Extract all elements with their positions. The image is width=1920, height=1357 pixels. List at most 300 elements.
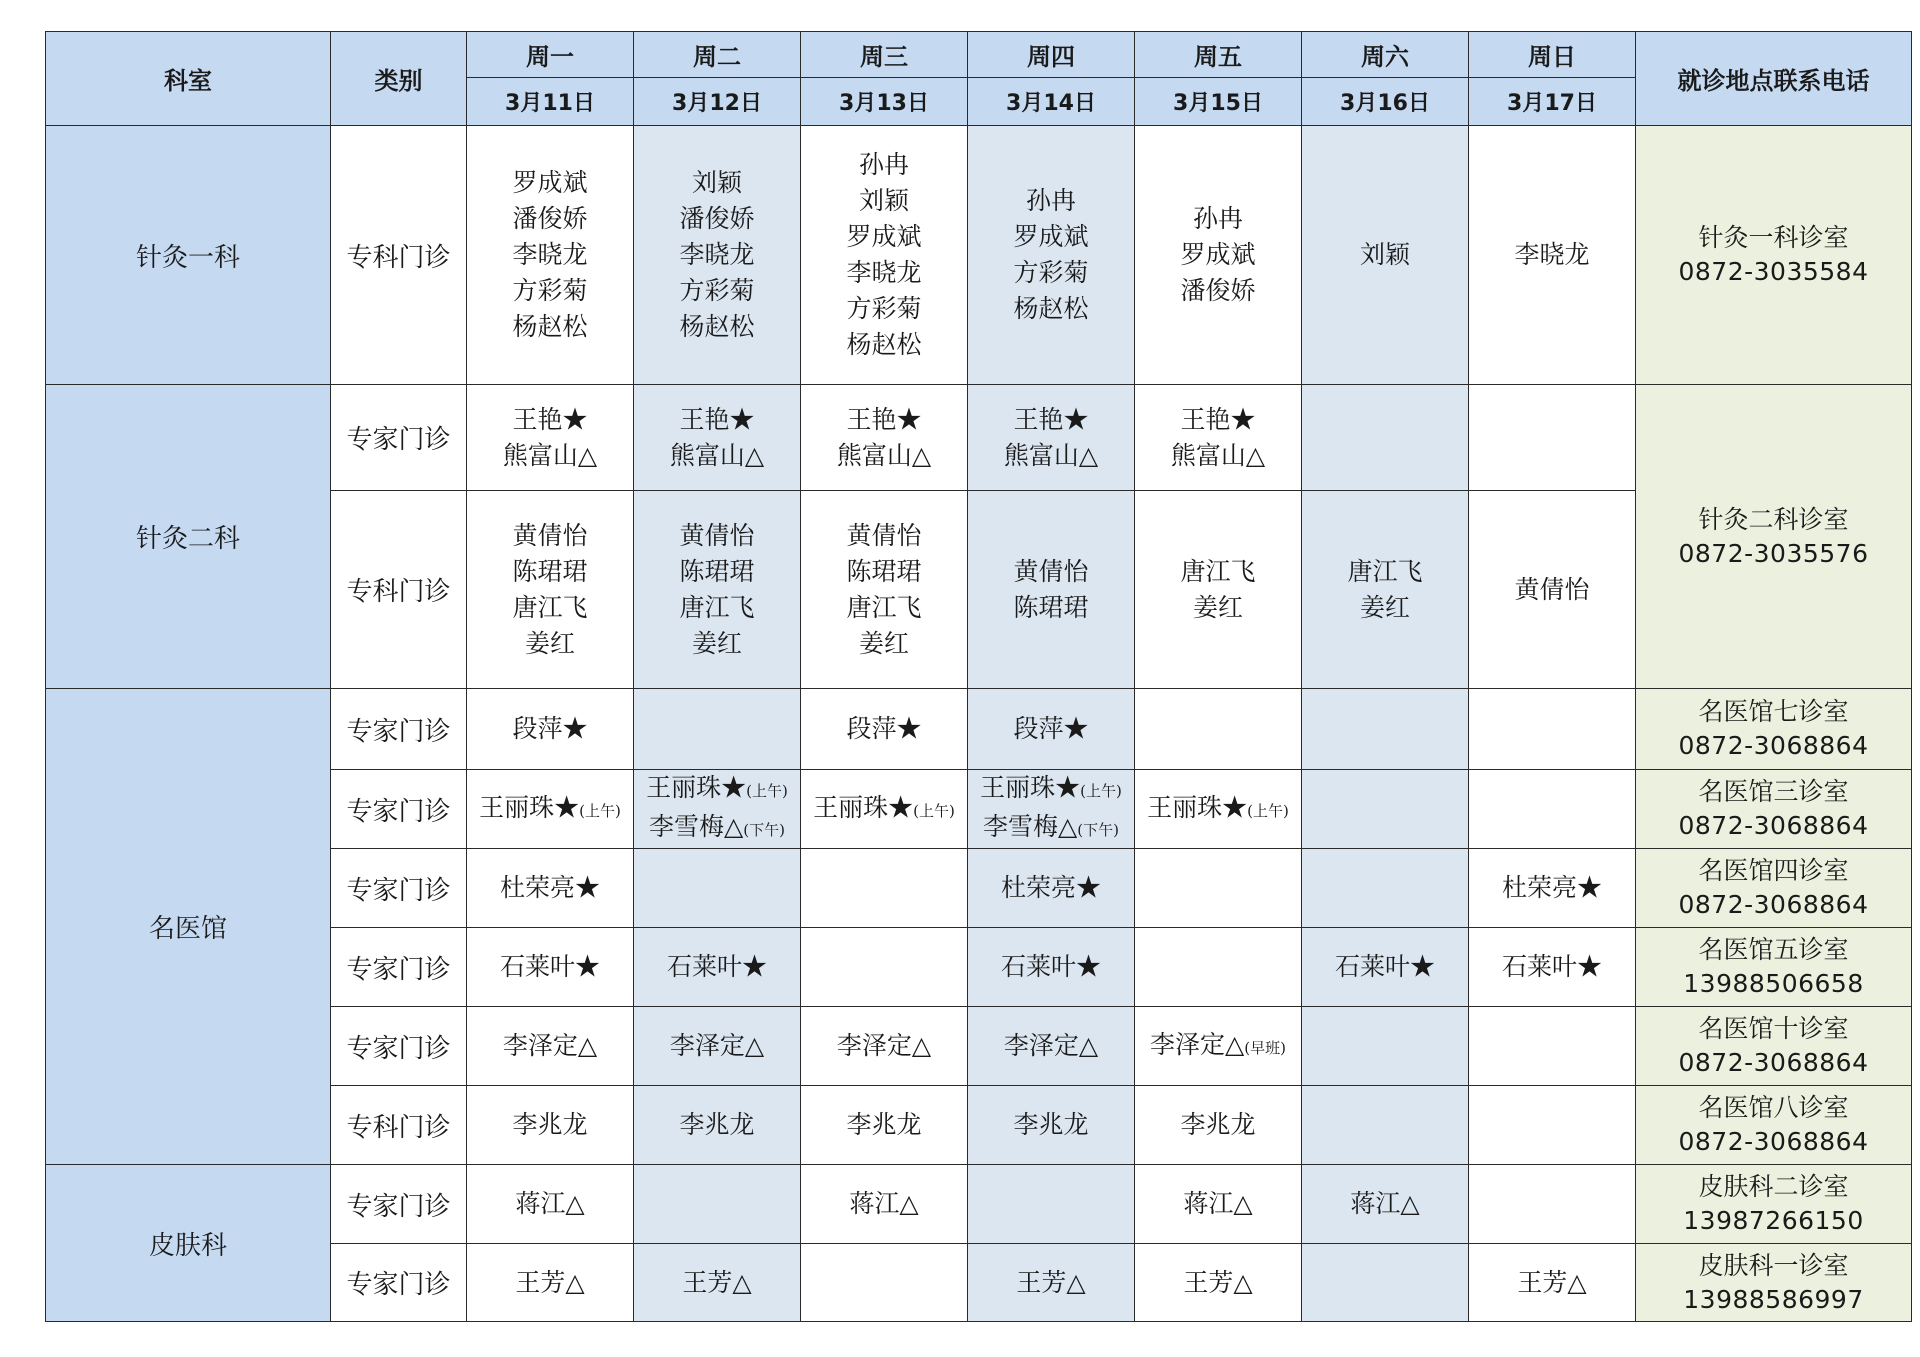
schedule-cell <box>968 1244 1135 1322</box>
contact-phone: 0872-3035576 <box>1678 538 1869 568</box>
schedule-cell <box>1302 1007 1469 1086</box>
schedule-cell <box>1302 689 1469 770</box>
header-weekday: 周四 <box>968 32 1135 78</box>
schedule-cell <box>1135 385 1302 491</box>
schedule-cell <box>801 770 968 849</box>
schedule-cell <box>1469 1244 1636 1322</box>
schedule-cell <box>1302 849 1469 928</box>
doctor-name: 刘颖 <box>691 168 742 197</box>
doctor-entry <box>634 237 800 273</box>
doctor-entry <box>634 201 800 237</box>
doctor-entry <box>801 590 967 626</box>
schedule-cell <box>801 1086 968 1165</box>
doctor-name: 王艳★ <box>1180 404 1256 434</box>
doctor-name: 刘颖 <box>858 186 909 215</box>
schedule-cell <box>801 1165 968 1244</box>
doctor-entry <box>467 237 633 273</box>
doctor-entry <box>1469 572 1635 608</box>
doctor-entry <box>968 402 1134 438</box>
schedule-cell <box>1469 770 1636 849</box>
clinic-room: 名医馆三诊室 <box>1698 777 1849 806</box>
doctor-entry <box>467 870 633 906</box>
doctor-name: 王芳△ <box>682 1267 752 1297</box>
doctor-entry <box>634 809 800 848</box>
department-name: 针灸二科 <box>46 385 331 689</box>
location-contact <box>1636 928 1912 1007</box>
doctor-name: 陈珺珺 <box>679 556 755 586</box>
doctor-name: 李泽定△ <box>669 1031 765 1060</box>
doctor-name: 李泽定△ <box>1150 1029 1245 1059</box>
schedule-cell <box>634 689 801 770</box>
doctor-entry <box>1135 1186 1301 1222</box>
contact-phone: 0872-3068864 <box>1678 1048 1869 1077</box>
schedule-cell <box>968 849 1135 928</box>
shift-note: (上午) <box>579 801 621 820</box>
doctor-name: 唐江飞 <box>1180 556 1256 586</box>
schedule-cell <box>968 770 1135 849</box>
doctor-entry <box>1135 402 1301 438</box>
schedule-row <box>46 385 1912 491</box>
doctor-entry <box>1302 554 1468 590</box>
header-category: 类别 <box>331 32 467 126</box>
schedule-cell <box>634 126 801 385</box>
schedule-cell <box>467 849 634 928</box>
schedule-cell <box>467 689 634 770</box>
doctor-entry <box>968 949 1134 985</box>
doctor-name: 熊富山△ <box>836 440 932 470</box>
doctor-name: 杨赵松 <box>1013 294 1089 323</box>
doctor-entry <box>1135 554 1301 590</box>
doctor-entry <box>801 255 967 291</box>
doctor-name: 唐江飞 <box>512 592 588 622</box>
schedule-cell <box>801 1007 968 1086</box>
clinic-category: 专家门诊 <box>331 1165 467 1244</box>
schedule-cell <box>801 689 968 770</box>
header-date: 3月17日 <box>1469 78 1636 126</box>
schedule-cell <box>467 126 634 385</box>
doctor-name: 罗成斌 <box>1013 222 1089 251</box>
schedule-cell <box>1135 1086 1302 1165</box>
schedule-cell <box>1469 849 1636 928</box>
doctor-entry <box>467 518 633 554</box>
clinic-room: 针灸二科诊室 <box>1698 504 1849 534</box>
clinic-category: 专家门诊 <box>331 928 467 1007</box>
clinic-category: 专家门诊 <box>331 385 467 491</box>
doctor-name: 熊富山△ <box>1003 440 1099 470</box>
doctor-entry <box>801 1186 967 1222</box>
contact-phone: 0872-3068864 <box>1678 890 1869 919</box>
location-contact <box>1636 1007 1912 1086</box>
doctor-name: 段萍★ <box>1013 714 1089 743</box>
doctor-entry <box>467 790 633 829</box>
doctor-entry <box>467 590 633 626</box>
header-date: 3月16日 <box>1302 78 1469 126</box>
schedule-cell <box>801 126 968 385</box>
doctor-entry <box>968 1028 1134 1064</box>
doctor-name: 杨赵松 <box>846 330 922 359</box>
schedule-cell <box>1135 1007 1302 1086</box>
doctor-entry <box>968 770 1134 809</box>
doctor-name: 黄倩怡 <box>846 520 922 550</box>
header-date: 3月12日 <box>634 78 801 126</box>
schedule-table <box>45 31 1912 1322</box>
schedule-cell <box>634 770 801 849</box>
schedule-row <box>46 1165 1912 1244</box>
doctor-entry <box>1302 1186 1468 1222</box>
doctor-name: 杨赵松 <box>679 312 755 341</box>
doctor-entry <box>968 1107 1134 1143</box>
schedule-cell <box>968 689 1135 770</box>
doctor-entry <box>801 790 967 829</box>
doctor-name: 陈珺珺 <box>1013 592 1089 622</box>
doctor-name: 姜红 <box>1192 592 1243 622</box>
doctor-name: 姜红 <box>1359 592 1410 622</box>
contact-phone: 0872-3068864 <box>1678 811 1869 840</box>
schedule-cell <box>1302 1086 1469 1165</box>
doctor-entry <box>968 183 1134 219</box>
clinic-room: 皮肤科二诊室 <box>1698 1172 1849 1201</box>
doctor-entry <box>1135 1265 1301 1301</box>
contact-phone: 13987266150 <box>1683 1206 1864 1235</box>
header-weekday: 周六 <box>1302 32 1469 78</box>
schedule-cell <box>1469 385 1636 491</box>
doctor-entry <box>801 626 967 662</box>
schedule-cell <box>1135 770 1302 849</box>
doctor-name: 李晓龙 <box>1514 240 1590 269</box>
doctor-entry <box>634 1107 800 1143</box>
doctor-entry <box>634 402 800 438</box>
doctor-entry <box>634 590 800 626</box>
doctor-entry <box>467 711 633 747</box>
doctor-name: 王芳△ <box>515 1267 585 1297</box>
doctor-entry <box>634 273 800 309</box>
clinic-category: 专家门诊 <box>331 1007 467 1086</box>
schedule-cell <box>968 385 1135 491</box>
schedule-cell <box>634 491 801 689</box>
schedule-row <box>46 126 1912 385</box>
schedule-cell <box>1469 491 1636 689</box>
doctor-name: 王艳★ <box>679 404 755 434</box>
doctor-name: 蒋江△ <box>1350 1189 1420 1218</box>
shift-note: (早班) <box>1244 1038 1286 1057</box>
clinic-room: 名医馆四诊室 <box>1698 856 1849 885</box>
doctor-entry <box>1469 870 1635 906</box>
schedule-cell <box>1302 491 1469 689</box>
header-weekday: 周一 <box>467 32 634 78</box>
doctor-entry <box>467 1028 633 1064</box>
doctor-entry <box>467 949 633 985</box>
schedule-cell <box>1135 1244 1302 1322</box>
schedule-body <box>46 126 1912 1322</box>
doctor-name: 黄倩怡 <box>512 520 588 550</box>
header-location: 就诊地点联系电话 <box>1636 32 1912 126</box>
schedule-cell <box>467 1244 634 1322</box>
doctor-entry <box>968 809 1134 848</box>
doctor-entry <box>801 554 967 590</box>
doctor-entry <box>1135 237 1301 273</box>
doctor-entry <box>467 1186 633 1222</box>
doctor-name: 蒋江△ <box>849 1189 919 1218</box>
schedule-cell <box>634 928 801 1007</box>
doctor-entry <box>634 165 800 201</box>
schedule-cell <box>968 1007 1135 1086</box>
doctor-entry <box>634 554 800 590</box>
doctor-entry <box>467 438 633 474</box>
doctor-entry <box>634 438 800 474</box>
doctor-name: 潘俊娇 <box>1180 276 1256 305</box>
doctor-entry <box>801 711 967 747</box>
doctor-name: 李晓龙 <box>846 258 922 287</box>
doctor-entry <box>1302 590 1468 626</box>
location-contact <box>1636 126 1912 385</box>
clinic-category: 专科门诊 <box>331 1086 467 1165</box>
doctor-entry <box>1469 1265 1635 1301</box>
doctor-entry <box>467 165 633 201</box>
header-date: 3月13日 <box>801 78 968 126</box>
schedule-cell <box>467 1086 634 1165</box>
department-name: 皮肤科 <box>46 1165 331 1322</box>
doctor-name: 姜红 <box>691 628 742 658</box>
doctor-name: 唐江飞 <box>679 592 755 622</box>
schedule-cell <box>1135 491 1302 689</box>
doctor-name: 姜红 <box>524 628 575 658</box>
doctor-name: 蒋江△ <box>515 1189 585 1218</box>
doctor-entry <box>634 1265 800 1301</box>
doctor-entry <box>1302 949 1468 985</box>
doctor-name: 黄倩怡 <box>1514 574 1590 604</box>
clinic-category: 专家门诊 <box>331 689 467 770</box>
schedule-cell <box>634 1086 801 1165</box>
doctor-entry <box>467 626 633 662</box>
doctor-entry <box>634 770 800 809</box>
doctor-entry <box>801 327 967 363</box>
schedule-cell <box>1302 1244 1469 1322</box>
clinic-category: 专科门诊 <box>331 126 467 385</box>
doctor-entry <box>801 518 967 554</box>
doctor-name: 李兆龙 <box>512 1110 588 1139</box>
doctor-entry <box>968 255 1134 291</box>
doctor-name: 李兆龙 <box>679 1110 755 1139</box>
schedule-cell <box>1302 1165 1469 1244</box>
doctor-entry <box>1469 949 1635 985</box>
doctor-name: 石莱叶★ <box>1334 952 1435 981</box>
doctor-entry <box>801 147 967 183</box>
doctor-name: 孙冉 <box>1025 186 1076 215</box>
location-contact <box>1636 849 1912 928</box>
doctor-entry <box>1469 237 1635 273</box>
schedule-cell <box>1469 689 1636 770</box>
doctor-name: 姜红 <box>858 628 909 658</box>
doctor-name: 李雪梅△ <box>649 812 744 841</box>
schedule-cell <box>1469 1086 1636 1165</box>
doctor-entry <box>1135 590 1301 626</box>
schedule-cell <box>1302 928 1469 1007</box>
doctor-name: 段萍★ <box>512 714 588 743</box>
doctor-name: 王芳△ <box>1183 1267 1253 1297</box>
doctor-entry <box>467 1265 633 1301</box>
schedule-cell <box>1302 385 1469 491</box>
doctor-entry <box>467 273 633 309</box>
shift-note: (上午) <box>1247 801 1289 820</box>
header-department: 科室 <box>46 32 331 126</box>
doctor-entry <box>634 626 800 662</box>
doctor-name: 石莱叶★ <box>666 952 767 981</box>
location-contact <box>1636 1086 1912 1165</box>
schedule-cell <box>1469 1165 1636 1244</box>
shift-note: (上午) <box>746 782 788 800</box>
schedule-cell <box>467 491 634 689</box>
schedule-cell <box>801 1244 968 1322</box>
doctor-entry <box>467 402 633 438</box>
doctor-name: 罗成斌 <box>846 222 922 251</box>
doctor-name: 孙冉 <box>1192 204 1243 233</box>
clinic-category: 专家门诊 <box>331 770 467 849</box>
location-contact <box>1636 770 1912 849</box>
schedule-cell <box>634 385 801 491</box>
header-weekday: 周二 <box>634 32 801 78</box>
doctor-name: 石莱叶★ <box>1501 952 1602 981</box>
doctor-entry <box>467 554 633 590</box>
doctor-entry <box>968 291 1134 327</box>
doctor-name: 罗成斌 <box>512 168 588 197</box>
doctor-entry <box>1135 1027 1301 1066</box>
doctor-name: 王丽珠★ <box>813 792 914 822</box>
doctor-name: 熊富山△ <box>502 440 598 470</box>
schedule-cell <box>801 385 968 491</box>
schedule-cell <box>968 928 1135 1007</box>
shift-note: (上午) <box>1080 782 1122 800</box>
doctor-name: 方彩菊 <box>679 276 755 305</box>
doctor-name: 熊富山△ <box>1170 440 1266 470</box>
clinic-room: 名医馆十诊室 <box>1698 1014 1849 1043</box>
doctor-name: 王丽珠★ <box>1147 792 1248 822</box>
schedule-cell <box>801 928 968 1007</box>
doctor-entry <box>467 201 633 237</box>
doctor-entry <box>634 1028 800 1064</box>
doctor-name: 段萍★ <box>846 714 922 743</box>
doctor-name: 石莱叶★ <box>1000 952 1101 981</box>
schedule-cell <box>968 126 1135 385</box>
doctor-name: 刘颖 <box>1359 240 1410 269</box>
shift-note: (上午) <box>913 801 955 820</box>
schedule-cell <box>634 1244 801 1322</box>
schedule-cell <box>1302 126 1469 385</box>
doctor-name: 杜荣亮★ <box>1501 873 1602 902</box>
schedule-cell <box>1469 928 1636 1007</box>
department-name: 名医馆 <box>46 689 331 1165</box>
doctor-name: 王丽珠★ <box>479 792 580 822</box>
doctor-entry <box>1135 1107 1301 1143</box>
location-contact <box>1636 1244 1912 1322</box>
schedule-cell <box>634 1165 801 1244</box>
doctor-entry <box>801 1028 967 1064</box>
doctor-name: 李晓龙 <box>679 240 755 269</box>
doctor-name: 李雪梅△ <box>983 812 1078 841</box>
header-date: 3月15日 <box>1135 78 1302 126</box>
doctor-name: 王芳△ <box>1517 1267 1587 1297</box>
doctor-entry <box>801 402 967 438</box>
location-contact <box>1636 1165 1912 1244</box>
header-row-weekdays <box>46 32 1912 78</box>
doctor-name: 王艳★ <box>846 404 922 434</box>
doctor-entry <box>801 219 967 255</box>
doctor-name: 黄倩怡 <box>679 520 755 550</box>
doctor-name: 王艳★ <box>1013 404 1089 434</box>
contact-phone: 13988506658 <box>1683 969 1864 998</box>
doctor-name: 黄倩怡 <box>1013 556 1089 586</box>
clinic-room: 名医馆七诊室 <box>1698 697 1849 726</box>
contact-phone: 0872-3068864 <box>1678 1127 1869 1156</box>
doctor-name: 李泽定△ <box>836 1031 932 1060</box>
header-weekday: 周五 <box>1135 32 1302 78</box>
shift-note: (下午) <box>743 821 785 839</box>
schedule-cell <box>1135 126 1302 385</box>
header-weekday: 周三 <box>801 32 968 78</box>
schedule-cell <box>801 849 968 928</box>
doctor-name: 杨赵松 <box>512 312 588 341</box>
doctor-entry <box>968 870 1134 906</box>
doctor-entry <box>634 518 800 554</box>
doctor-name: 李晓龙 <box>512 240 588 269</box>
doctor-name: 熊富山△ <box>669 440 765 470</box>
doctor-name: 蒋江△ <box>1183 1189 1253 1218</box>
header-date: 3月14日 <box>968 78 1135 126</box>
clinic-room: 名医馆八诊室 <box>1698 1093 1849 1122</box>
doctor-entry <box>1135 790 1301 829</box>
doctor-entry <box>467 1107 633 1143</box>
schedule-cell <box>467 385 634 491</box>
doctor-name: 李兆龙 <box>1180 1110 1256 1139</box>
doctor-name: 潘俊娇 <box>512 204 588 233</box>
doctor-name: 方彩菊 <box>846 294 922 323</box>
schedule-cell <box>1302 770 1469 849</box>
doctor-name: 杜荣亮★ <box>1000 873 1101 902</box>
location-contact <box>1636 385 1912 689</box>
doctor-name: 孙冉 <box>858 150 909 179</box>
schedule-cell <box>467 1165 634 1244</box>
schedule-cell <box>1135 849 1302 928</box>
doctor-entry <box>801 291 967 327</box>
schedule-cell <box>968 491 1135 689</box>
shift-note: (下午) <box>1077 821 1119 839</box>
schedule-cell <box>634 1007 801 1086</box>
doctor-entry <box>1135 438 1301 474</box>
schedule-cell <box>968 1165 1135 1244</box>
schedule-cell <box>467 770 634 849</box>
doctor-entry <box>801 183 967 219</box>
doctor-name: 罗成斌 <box>1180 240 1256 269</box>
doctor-entry <box>634 309 800 345</box>
schedule-cell <box>1135 1165 1302 1244</box>
doctor-entry <box>801 1107 967 1143</box>
doctor-entry <box>968 219 1134 255</box>
schedule-cell <box>467 1007 634 1086</box>
doctor-name: 唐江飞 <box>1347 556 1423 586</box>
contact-phone: 13988586997 <box>1683 1284 1864 1314</box>
doctor-name: 李泽定△ <box>1003 1031 1099 1060</box>
doctor-entry <box>968 590 1134 626</box>
doctor-name: 杜荣亮★ <box>499 873 600 902</box>
doctor-entry <box>634 949 800 985</box>
department-name: 针灸一科 <box>46 126 331 385</box>
doctor-entry <box>968 711 1134 747</box>
clinic-room: 皮肤科一诊室 <box>1698 1250 1849 1280</box>
schedule-cell <box>801 491 968 689</box>
doctor-name: 唐江飞 <box>846 592 922 622</box>
schedule-cell <box>634 849 801 928</box>
doctor-name: 王艳★ <box>512 404 588 434</box>
doctor-entry <box>1302 237 1468 273</box>
